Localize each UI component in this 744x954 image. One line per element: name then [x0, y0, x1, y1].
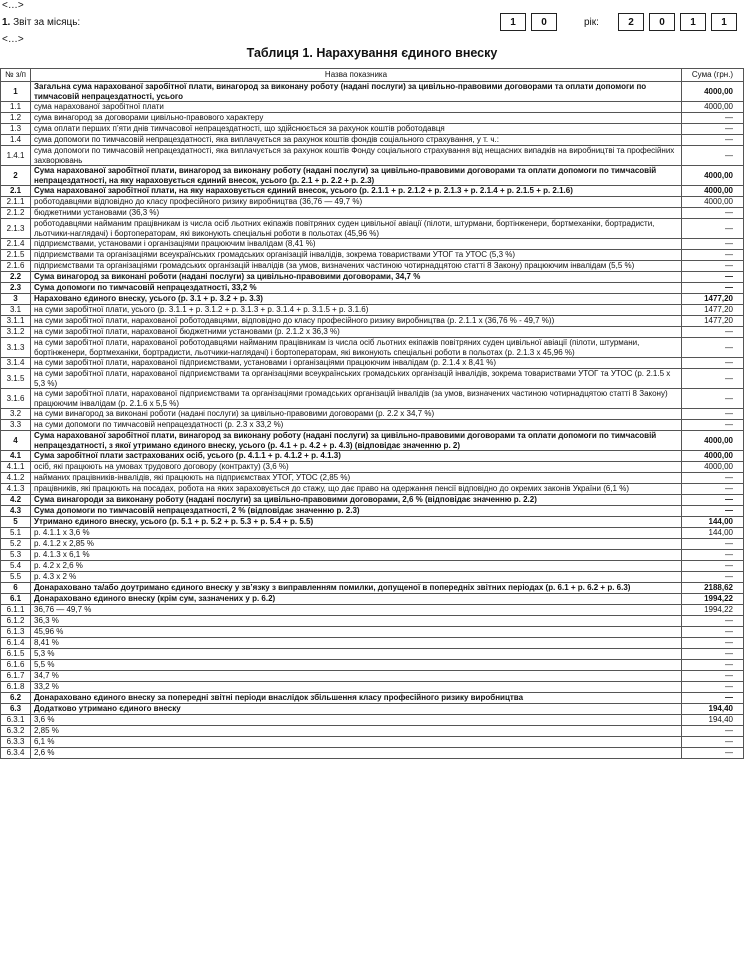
- row-number: 3.1.5: [1, 369, 31, 389]
- table-row: [1, 715, 744, 726]
- table-row: [1, 389, 744, 409]
- row-name: 6,1 %: [31, 737, 682, 748]
- table-row: [1, 473, 744, 484]
- row-number: 2: [1, 166, 31, 186]
- row-sum: 1477,20: [682, 316, 744, 327]
- row-name: 5,5 %: [31, 660, 682, 671]
- row-sum: —: [682, 261, 744, 272]
- row-sum: 194,40: [682, 704, 744, 715]
- row-number: 4.1.3: [1, 484, 31, 495]
- row-number: 6.1.2: [1, 616, 31, 627]
- row-name: Донараховано єдиного внеску (крім сум, зазначених у р. 6.2): [31, 594, 682, 605]
- report-month-label: Звіт за місяць:: [13, 17, 81, 28]
- row-number: 5: [1, 517, 31, 528]
- row-number: 2.1.6: [1, 261, 31, 272]
- row-name: 5,3 %: [31, 649, 682, 660]
- table-row: [1, 583, 744, 594]
- row-name: на суми допомоги по тимчасовій непрацездатності (р. 2.3 х 33,2 %): [31, 420, 682, 431]
- row-number: 6.1.5: [1, 649, 31, 660]
- row-sum: —: [682, 369, 744, 389]
- row-name: р. 4.2 х 2,6 %: [31, 561, 682, 572]
- row-name: Утримано єдиного внеску, усього (р. 5.1 + р. 5.2 + р. 5.3 + р. 5.4 + р. 5.5): [31, 517, 682, 528]
- row-name: 2,85 %: [31, 726, 682, 737]
- table-row: [1, 462, 744, 473]
- table-row: [1, 409, 744, 420]
- table-row: [1, 572, 744, 583]
- row-sum: 4000,00: [682, 431, 744, 451]
- row-sum: —: [682, 638, 744, 649]
- row-sum: —: [682, 338, 744, 358]
- row-name: Сума допомоги по тимчасовій непрацездатності, 2 % (відповідає значенню р. 2.3): [31, 506, 682, 517]
- month-digit-1: 1: [500, 13, 526, 31]
- year-boxes: [618, 13, 736, 29]
- row-number: 4.2: [1, 495, 31, 506]
- row-number: 2.1.3: [1, 219, 31, 239]
- table-row: [1, 305, 744, 316]
- table-row: [1, 338, 744, 358]
- row-name: на суми винагород за виконані роботи (надані послуги) за цивільно-правовими договорами (р. 2.2 х 34,7 %): [31, 409, 682, 420]
- row-number: 6.1.4: [1, 638, 31, 649]
- row-name: р. 4.3 х 2 %: [31, 572, 682, 583]
- table-row: [1, 124, 744, 135]
- row-name: р. 4.1.3 х 6,1 %: [31, 550, 682, 561]
- row-name: Сума нарахованої заробітної плати, на яку нараховується єдиний внесок, усього (р. 2.1.1 + р. 2.1.2 + р. 2.1.3 + р. 2.1.4 + р. 2.1.5 + р. 2.1.6): [31, 186, 682, 197]
- row-sum: 144,00: [682, 517, 744, 528]
- row-number: 2.2: [1, 272, 31, 283]
- row-name: сума винагород за договорами цивільно-правового характеру: [31, 113, 682, 124]
- table-row: [1, 616, 744, 627]
- table-row: [1, 261, 744, 272]
- table-row: [1, 431, 744, 451]
- table-row: [1, 748, 744, 759]
- row-number: 4.3: [1, 506, 31, 517]
- row-sum: 4000,00: [682, 186, 744, 197]
- table-row: [1, 420, 744, 431]
- table-row: [1, 113, 744, 124]
- row-sum: 1994,22: [682, 594, 744, 605]
- col-header-number: № з/п: [1, 69, 31, 82]
- table-row: [1, 627, 744, 638]
- row-name: сума нарахованої заробітної плати: [31, 102, 682, 113]
- year-digit-4: 1: [711, 13, 737, 31]
- row-name: Донараховано та/або дoутримано єдиного внеску у зв’язку з виправленням помилки, допущеної в попередніх звітних періодах (р. 6.1 + р. 6.2 + р. 6.3): [31, 583, 682, 594]
- row-number: 2.1: [1, 186, 31, 197]
- table-row: [1, 660, 744, 671]
- year-digit-3: 1: [680, 13, 706, 31]
- table-row: [1, 451, 744, 462]
- table-row: [1, 239, 744, 250]
- row-sum: —: [682, 539, 744, 550]
- row-number: 6.3.1: [1, 715, 31, 726]
- row-number: 6: [1, 583, 31, 594]
- row-number: 6.3: [1, 704, 31, 715]
- contribution-table: [0, 68, 744, 759]
- table-row: [1, 517, 744, 528]
- row-name: 36,3 %: [31, 616, 682, 627]
- row-sum: 4000,00: [682, 82, 744, 102]
- row-name: підприємствами, установами і організаціями працюючим інвалідам (8,41 %): [31, 239, 682, 250]
- row-sum: 4000,00: [682, 197, 744, 208]
- row-number: 3.1.1: [1, 316, 31, 327]
- row-number: 6.1.1: [1, 605, 31, 616]
- row-sum: —: [682, 358, 744, 369]
- row-name: роботодавцями відповідно до класу професійного ризику виробництва (36,76 — 49,7 %): [31, 197, 682, 208]
- row-sum: 194,40: [682, 715, 744, 726]
- row-number: 3.1: [1, 305, 31, 316]
- table-header-row: [1, 69, 744, 82]
- table-body: [1, 82, 744, 759]
- row-sum: —: [682, 693, 744, 704]
- row-sum: —: [682, 660, 744, 671]
- row-sum: —: [682, 208, 744, 219]
- row-sum: —: [682, 506, 744, 517]
- table-row: [1, 671, 744, 682]
- row-name: працівників, які працюють на посадах, робота на яких зараховується до стажу, що дає право на одержання пенсії відповідно до окремих законів України (6,1 %): [31, 484, 682, 495]
- row-sum: 4000,00: [682, 462, 744, 473]
- row-sum: —: [682, 250, 744, 261]
- table-row: [1, 316, 744, 327]
- row-number: 1.4: [1, 135, 31, 146]
- row-name: 45,96 %: [31, 627, 682, 638]
- col-header-sum: Сума (грн.): [682, 69, 744, 82]
- row-sum: —: [682, 420, 744, 431]
- row-number: 3.1.6: [1, 389, 31, 409]
- row-sum: —: [682, 327, 744, 338]
- row-sum: —: [682, 682, 744, 693]
- col-header-name: Назва показника: [31, 69, 682, 82]
- row-number: 5.1: [1, 528, 31, 539]
- row-name: на суми заробітної плати, усього (р. 3.1.1 + р. 3.1.2 + р. 3.1.3 + р. 3.1.4 + р. 3.1.5 + р. 3.1.6): [31, 305, 682, 316]
- row-sum: —: [682, 272, 744, 283]
- row-number: 6.1: [1, 594, 31, 605]
- row-number: 3.2: [1, 409, 31, 420]
- row-number: 6.2: [1, 693, 31, 704]
- month-digit-2: 0: [531, 13, 557, 31]
- table-row: [1, 550, 744, 561]
- table-row: [1, 369, 744, 389]
- row-sum: —: [682, 389, 744, 409]
- table-row: [1, 506, 744, 517]
- row-name: осіб, які працюють на умовах трудового договору (контракту) (3,6 %): [31, 462, 682, 473]
- row-sum: 2188,62: [682, 583, 744, 594]
- table-row: [1, 294, 744, 305]
- row-name: Сума винагороди за виконану роботу (надані послуги) за цивільно-правовими договорами, 2,6 % (відповідає значенню р. 2.2): [31, 495, 682, 506]
- row-number: 3: [1, 294, 31, 305]
- row-name: р. 4.1.2 х 2,85 %: [31, 539, 682, 550]
- row-sum: 1477,20: [682, 294, 744, 305]
- row-sum: —: [682, 124, 744, 135]
- table-row: [1, 682, 744, 693]
- row-sum: —: [682, 649, 744, 660]
- table-row: [1, 605, 744, 616]
- row-name: 34,7 %: [31, 671, 682, 682]
- row-number: 1.4.1: [1, 146, 31, 166]
- row-sum: —: [682, 737, 744, 748]
- row-name: найманих працівників-інвалідів, які працюють на підприємствах УТОГ, УТОС (2,85 %): [31, 473, 682, 484]
- row-sum: —: [682, 409, 744, 420]
- row-sum: 144,00: [682, 528, 744, 539]
- row-number: 2.1.5: [1, 250, 31, 261]
- row-sum: —: [682, 572, 744, 583]
- row-name: підприємствами та організаціями громадських організацій інвалідів (за умов, визначених частиною чотирнадцятою статті 8 Закону) працюючим інвалідам (5,5 %): [31, 261, 682, 272]
- row-name: Загальна сума нарахованої заробітної плати, винагород за виконану роботу (надані послуги) за цивільно-правовими договорами та оплати допомоги по тимчасовій непрацездатності, усього: [31, 82, 682, 102]
- row-name: на суми заробітної плати, нарахованої роботодавцями найманим працівникам із числа осіб льотних екіпажів повітряних суден цивільної авіації (пілоти, штурмани, бортінженери, бортмеханіки, бортрадисти, льотчики-наглядачі) і бортоператорам, які виконують спеціальні роботи в польотах (р. 2.1.3 х 45,96 %): [31, 338, 682, 358]
- row-name: 8,41 %: [31, 638, 682, 649]
- year-digit-2: 0: [649, 13, 675, 31]
- table-row: [1, 484, 744, 495]
- row-name: бюджетними установами (36,3 %): [31, 208, 682, 219]
- row-number: 3.1.2: [1, 327, 31, 338]
- row-number: 4.1.2: [1, 473, 31, 484]
- row-number: 6.3.4: [1, 748, 31, 759]
- table-row: [1, 539, 744, 550]
- row-sum: —: [682, 239, 744, 250]
- table-row: [1, 704, 744, 715]
- row-name: Донараховано єдиного внеску за попередні звітні періоди внаслідок збільшення класу професійного ризику виробництва: [31, 693, 682, 704]
- row-name: Сума винагород за виконані роботи (надані послуги) за цивільно-правовими договорами, 34,7 %: [31, 272, 682, 283]
- table-row: [1, 197, 744, 208]
- table-row: [1, 693, 744, 704]
- ellipsis-mid: <…>: [2, 34, 24, 45]
- row-name: Сума нарахованої заробітної плати, винагород за виконану роботу (надані послуги) за цивільно-правовими договорами та оплати допомоги по тимчасовій непрацездатності, на яку нараховується єдиний внесок, усього (р. 2.1 + р. 2.2 + р. 2.3): [31, 166, 682, 186]
- row-sum: —: [682, 113, 744, 124]
- row-sum: —: [682, 550, 744, 561]
- row-number: 3.1.4: [1, 358, 31, 369]
- row-name: на суми заробітної плати, нарахованої роботодавцями, відповідно до класу професійного ризику виробництва (р. 2.1.1 х (36,76 % - 49,7 %)): [31, 316, 682, 327]
- table-row: [1, 146, 744, 166]
- row-number: 5.3: [1, 550, 31, 561]
- row-name: на суми заробітної плати, нарахованої підприємствами та організаціями громадських організацій інвалідів (за умов, визначених частиною чотирнадцятою статті 8 Закону) працюючим інвалідам (р. 2.1.6 х 5,5 %): [31, 389, 682, 409]
- row-number: 6.1.8: [1, 682, 31, 693]
- row-sum: 4000,00: [682, 451, 744, 462]
- report-number: 1.: [2, 17, 11, 28]
- row-name: 36,76 — 49,7 %: [31, 605, 682, 616]
- row-number: 1.2: [1, 113, 31, 124]
- row-number: 5.2: [1, 539, 31, 550]
- row-sum: —: [682, 283, 744, 294]
- row-sum: —: [682, 484, 744, 495]
- row-name: Сума заробітної плати застрахованих осіб, усього (р. 4.1.1 + р. 4.1.2 + р. 4.1.3): [31, 451, 682, 462]
- row-number: 2.1.1: [1, 197, 31, 208]
- row-name: на суми заробітної плати, нарахованої підприємствами, установами і організаціями працюючим інвалідам (р. 2.1.4 х 8,41 %): [31, 358, 682, 369]
- row-name: Додатково утримано єдиного внеску: [31, 704, 682, 715]
- table-title: Таблиця 1. Нарахування єдиного внеску: [246, 46, 498, 60]
- row-number: 1: [1, 82, 31, 102]
- row-number: 6.1.7: [1, 671, 31, 682]
- table-row: [1, 358, 744, 369]
- row-sum: —: [682, 748, 744, 759]
- row-sum: —: [682, 671, 744, 682]
- row-number: 4.1: [1, 451, 31, 462]
- row-name: сума оплати перших п’яти днів тимчасової непрацездатності, що здійснюється за рахунок коштів роботодавця: [31, 124, 682, 135]
- row-number: 6.3.2: [1, 726, 31, 737]
- row-number: 6.1.3: [1, 627, 31, 638]
- row-sum: —: [682, 726, 744, 737]
- report-label: [2, 17, 80, 28]
- row-number: 4: [1, 431, 31, 451]
- row-name: роботодавцями найманим працівникам із числа осіб льотних екіпажів повітряних суден цивільної авіації (пілоти, штурмани, бортінженери, бортмеханіки, бортрадисти, льотчики-наглядачі) і бортоператорам, які виконують спеціальні роботи в польотах (45,96 %): [31, 219, 682, 239]
- row-sum: —: [682, 135, 744, 146]
- row-name: 2,6 %: [31, 748, 682, 759]
- table-row: [1, 594, 744, 605]
- table-row: [1, 186, 744, 197]
- row-number: 2.3: [1, 283, 31, 294]
- ellipsis-top: <…>: [2, 0, 24, 11]
- year-digit-1: 2: [618, 13, 644, 31]
- table-row: [1, 737, 744, 748]
- row-number: 5.5: [1, 572, 31, 583]
- row-name: Сума нарахованої заробітної плати, винагород за виконану роботу (надані послуги) за цивільно-правовими договорами та оплати допомоги по тимчасовій непрацездатності, з якої утримано єдиного внеску, усього (р. 4.1 + р. 4.2 + р. 4.3) (відповідає значенню р. 2): [31, 431, 682, 451]
- row-number: 3.1.3: [1, 338, 31, 358]
- table-row: [1, 327, 744, 338]
- row-name: на суми заробітної плати, нарахованої бюджетними установами (р. 2.1.2 х 36,3 %): [31, 327, 682, 338]
- row-sum: —: [682, 616, 744, 627]
- row-number: 2.1.4: [1, 239, 31, 250]
- table-row: [1, 561, 744, 572]
- table-row: [1, 250, 744, 261]
- table-row: [1, 135, 744, 146]
- row-sum: 4000,00: [682, 166, 744, 186]
- row-name: 33,2 %: [31, 682, 682, 693]
- table-row: [1, 495, 744, 506]
- row-sum: 1994,22: [682, 605, 744, 616]
- row-name: 3,6 %: [31, 715, 682, 726]
- table-row: [1, 638, 744, 649]
- table-row: [1, 272, 744, 283]
- row-sum: —: [682, 219, 744, 239]
- row-name: Сума допомоги по тимчасовій непрацездатності, 33,2 %: [31, 283, 682, 294]
- row-name: сума допомоги по тимчасовій непрацездатності, яка виплачується за рахунок коштів Фонду соціального страхування від нещасних випадків на виробництві та професійних захворювань: [31, 146, 682, 166]
- row-sum: —: [682, 146, 744, 166]
- table-row: [1, 283, 744, 294]
- row-sum: —: [682, 627, 744, 638]
- row-number: 5.4: [1, 561, 31, 572]
- row-number: 2.1.2: [1, 208, 31, 219]
- row-sum: 4000,00: [682, 102, 744, 113]
- table-row: [1, 528, 744, 539]
- row-sum: —: [682, 473, 744, 484]
- month-boxes: [500, 13, 556, 29]
- row-number: 1.3: [1, 124, 31, 135]
- row-name: на суми заробітної плати, нарахованої підприємствами та організаціями всеукраїнських громадських організацій інвалідів, зокрема товариствами УТОГ та УТОС (р. 2.1.5 х 5,3 %): [31, 369, 682, 389]
- row-sum: —: [682, 561, 744, 572]
- row-sum: —: [682, 495, 744, 506]
- table-row: [1, 208, 744, 219]
- table-row: [1, 82, 744, 102]
- year-label: рік:: [584, 17, 599, 28]
- table-row: [1, 166, 744, 186]
- row-name: р. 4.1.1 х 3,6 %: [31, 528, 682, 539]
- table-row: [1, 219, 744, 239]
- row-number: 4.1.1: [1, 462, 31, 473]
- table-row: [1, 102, 744, 113]
- row-number: 1.1: [1, 102, 31, 113]
- table-row: [1, 726, 744, 737]
- row-number: 3.3: [1, 420, 31, 431]
- row-name: Нараховано єдиного внеску, усього (р. 3.1 + р. 3.2 + р. 3.3): [31, 294, 682, 305]
- row-number: 6.1.6: [1, 660, 31, 671]
- row-name: сума допомоги по тимчасовій непрацездатності, яка виплачується за рахунок коштів фондів соціального страхування, у т. ч.:: [31, 135, 682, 146]
- row-number: 6.3.3: [1, 737, 31, 748]
- row-sum: 1477,20: [682, 305, 744, 316]
- table-row: [1, 649, 744, 660]
- row-name: підприємствами та організаціями всеукраїнських громадських організацій інвалідів, зокрема товариствами УТОГ та УТОС (5,3 %): [31, 250, 682, 261]
